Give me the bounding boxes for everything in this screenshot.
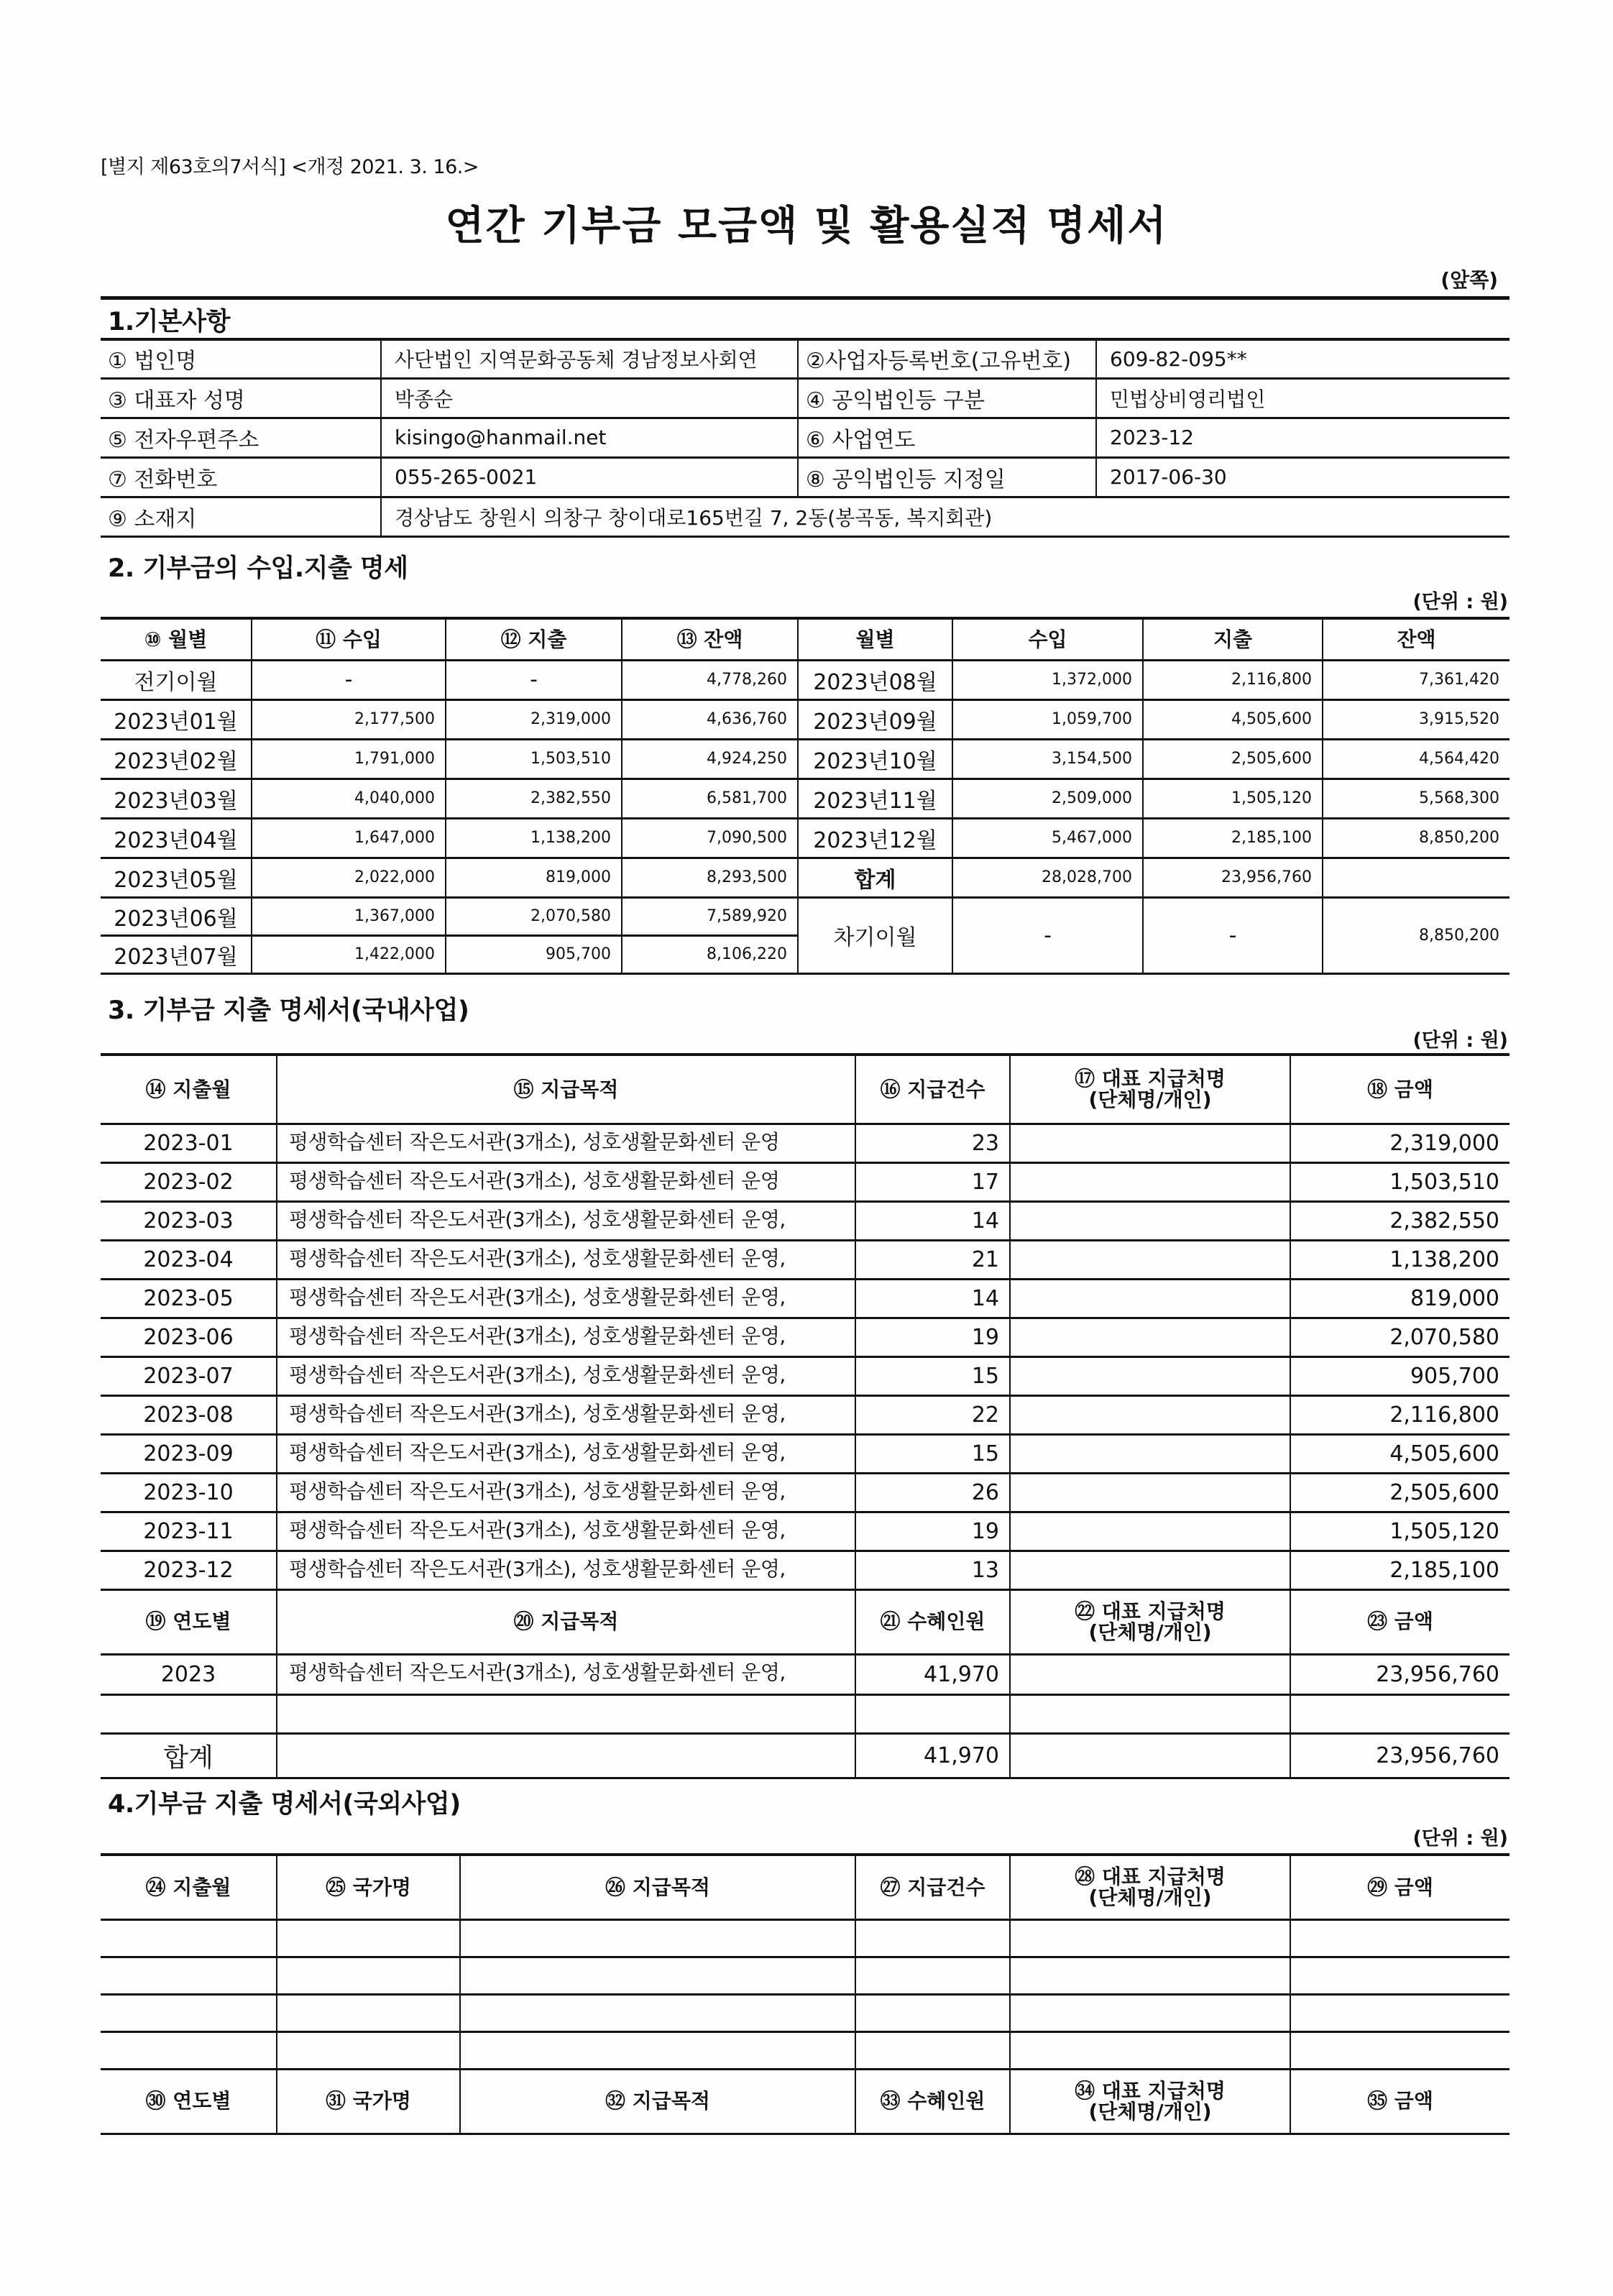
col-payee-line2: (단체명/개인) — [1088, 2100, 1212, 2123]
cell-income: 5,467,000 — [952, 818, 1143, 858]
cell-purpose: 평생학습센터 작은도서관(3개소), 성호생활문화센터 운영, — [277, 1318, 855, 1356]
section-overseas-title: 4.기부금 지출 명세서(국외사업) — [108, 1790, 461, 1819]
cell-payee — [1010, 1551, 1290, 1589]
cell-balance: 4,778,260 — [622, 660, 798, 699]
form-number: [별지 제63호의7서식] <개정 2021. 3. 16.> — [101, 156, 479, 178]
cell-amount: 1,505,120 — [1290, 1512, 1509, 1551]
col-purpose: ㉖ 지급목적 — [460, 1855, 855, 1919]
col-country: ㉛ 국가명 — [277, 2069, 460, 2134]
col-year: ㉚ 연도별 — [101, 2069, 277, 2134]
cell-month: 2023-07 — [101, 1356, 277, 1395]
col-payee-line1: ㉘ 대표 지급처명 — [1075, 1864, 1226, 1888]
cell-month: 2023년04월 — [101, 818, 252, 858]
col-amount: ㉙ 금액 — [1290, 1855, 1509, 1919]
cell-amount — [1290, 1694, 1509, 1733]
cell-empty — [1290, 2031, 1509, 2069]
table-row — [101, 1919, 1509, 1957]
cell-empty — [1290, 1919, 1509, 1957]
table-row — [101, 699, 1509, 739]
cell-purpose: 평생학습센터 작은도서관(3개소), 성호생활문화센터 운영 — [277, 1124, 855, 1162]
col-year: ⑲ 연도별 — [101, 1589, 277, 1654]
cell-balance: 4,636,760 — [622, 699, 798, 739]
cell-month: 2023-01 — [101, 1124, 277, 1162]
cell-payee — [1010, 1512, 1290, 1551]
cell-month: 2023-12 — [101, 1551, 277, 1589]
cell-total-label: 합계 — [101, 1733, 277, 1778]
table-row — [101, 378, 1509, 418]
cell-month: 전기이월 — [101, 660, 252, 699]
cell-count: 21 — [855, 1240, 1010, 1279]
label-biz-reg-no: ②사업자등록번호(고유번호) — [798, 339, 1096, 378]
cell-empty — [1290, 1957, 1509, 1994]
table-row — [101, 1318, 1509, 1356]
cell-expense: 2,319,000 — [446, 699, 622, 739]
cell-month: 2023년11월 — [798, 779, 952, 818]
cell-month: 2023년03월 — [101, 779, 252, 818]
col-payee — [1010, 1855, 1290, 1919]
label-designation-date: ⑧ 공익법인등 지정일 — [798, 457, 1096, 497]
cell-payee — [1010, 1654, 1290, 1694]
cell-empty — [460, 1919, 855, 1957]
divider — [101, 296, 1509, 300]
label-email: ⑤ 전자우편주소 — [101, 418, 381, 457]
cell-total-balance — [1323, 858, 1509, 897]
cell-income: 1,422,000 — [252, 935, 446, 973]
cell-month: 2023-10 — [101, 1473, 277, 1512]
cell-amount: 2,185,100 — [1290, 1551, 1509, 1589]
col-income-2: 수입 — [952, 618, 1143, 660]
cell-amount: 2,070,580 — [1290, 1318, 1509, 1356]
value-biz-reg-no: 609-82-095** — [1096, 339, 1509, 378]
table-row — [101, 1654, 1509, 1694]
cell-count: 23 — [855, 1124, 1010, 1162]
cell-empty — [1290, 1994, 1509, 2031]
table-header-row — [101, 1589, 1509, 1654]
label-corp-type: ④ 공익법인등 구분 — [798, 378, 1096, 418]
value-corp-name: 사단법인 지역문화공동체 경남정보사회연 — [381, 339, 798, 378]
col-expense: ⑫ 지출 — [446, 618, 622, 660]
table-row — [101, 660, 1509, 699]
cell-count: 19 — [855, 1512, 1010, 1551]
cell-month: 2023년09월 — [798, 699, 952, 739]
table-row — [101, 1551, 1509, 1589]
col-yearly-amount: ㉓ 금액 — [1290, 1589, 1509, 1654]
cell-month: 2023년01월 — [101, 699, 252, 739]
table-row — [101, 1434, 1509, 1473]
cell-amount: 4,505,600 — [1290, 1434, 1509, 1473]
value-corp-type: 민법상비영리법인 — [1096, 378, 1509, 418]
cell-count: 17 — [855, 1162, 1010, 1201]
cell-empty — [277, 1919, 460, 1957]
cell-income: 3,154,500 — [952, 739, 1143, 779]
cell-payee — [1010, 1124, 1290, 1162]
cell-total-income: 28,028,700 — [952, 858, 1143, 897]
table-total-row — [101, 1733, 1509, 1778]
cell-balance: 4,924,250 — [622, 739, 798, 779]
cell-purpose: 평생학습센터 작은도서관(3개소), 성호생활문화센터 운영 — [277, 1162, 855, 1201]
cell-payee — [1010, 1240, 1290, 1279]
cell-beneficiaries — [855, 1694, 1010, 1733]
cell-payee — [1010, 1434, 1290, 1473]
cell-total-label: 합계 — [798, 858, 952, 897]
table-row — [101, 1279, 1509, 1318]
cell-carry-forward-label: 차기이월 — [798, 897, 952, 973]
cell-empty — [460, 2031, 855, 2069]
cell-expense: 2,185,100 — [1143, 818, 1323, 858]
cell-expense: 2,070,580 — [446, 897, 622, 935]
cell-count: 14 — [855, 1279, 1010, 1318]
label-address: ⑨ 소재지 — [101, 497, 381, 536]
cell-income: 1,791,000 — [252, 739, 446, 779]
cell-empty — [277, 1994, 460, 2031]
col-payee — [1010, 2069, 1290, 2134]
cell-balance: 5,568,300 — [1323, 779, 1509, 818]
cell-income: - — [252, 660, 446, 699]
table-row — [101, 1957, 1509, 1994]
value-designation-date: 2017-06-30 — [1096, 457, 1509, 497]
cell-income: 4,040,000 — [252, 779, 446, 818]
cell-income: 1,059,700 — [952, 699, 1143, 739]
col-month: ⑩ 월별 — [101, 618, 252, 660]
col-country: ㉕ 국가명 — [277, 1855, 460, 1919]
cell-expense: 2,116,800 — [1143, 660, 1323, 699]
cell-purpose: 평생학습센터 작은도서관(3개소), 성호생활문화센터 운영, — [277, 1551, 855, 1589]
cell-expense: 905,700 — [446, 935, 622, 973]
cell-beneficiaries: 41,970 — [855, 1654, 1010, 1694]
cell-empty — [460, 1994, 855, 2031]
cell-empty — [277, 1957, 460, 1994]
cell-empty — [1010, 1957, 1290, 1994]
cell-income: 2,509,000 — [952, 779, 1143, 818]
cell-purpose: 평생학습센터 작은도서관(3개소), 성호생활문화센터 운영, — [277, 1201, 855, 1240]
col-expense-month: ⑭ 지출월 — [101, 1055, 277, 1124]
cell-empty — [855, 1994, 1010, 2031]
col-payee-line2: (단체명/개인) — [1088, 1088, 1212, 1112]
cell-empty — [1010, 2031, 1290, 2069]
value-address: 경상남도 창원시 의창구 창이대로165번길 7, 2동(봉곡동, 복지회관) — [381, 497, 1509, 536]
cell-month: 2023년02월 — [101, 739, 252, 779]
cell-total-amount: 23,956,760 — [1290, 1733, 1509, 1778]
cell-payee — [1010, 1395, 1290, 1434]
cell-month: 2023년12월 — [798, 818, 952, 858]
col-amount: ㉟ 금액 — [1290, 2069, 1509, 2134]
cell-payee — [1010, 1694, 1290, 1733]
section-domestic-title: 3. 기부금 지출 명세서(국내사업) — [108, 996, 469, 1025]
cell-balance: 7,361,420 — [1323, 660, 1509, 699]
cell-count: 15 — [855, 1356, 1010, 1395]
cell-empty — [460, 1957, 855, 1994]
cell-empty — [1010, 1919, 1290, 1957]
cell-purpose: 평생학습센터 작은도서관(3개소), 성호생활문화센터 운영, — [277, 1395, 855, 1434]
cell-empty — [1010, 1994, 1290, 2031]
col-income: ⑪ 수입 — [252, 618, 446, 660]
cell-month: 2023년05월 — [101, 858, 252, 897]
col-beneficiaries: ㉑ 수혜인원 — [855, 1589, 1010, 1654]
cell-month: 2023-04 — [101, 1240, 277, 1279]
cell-empty — [855, 2031, 1010, 2069]
col-yearly-payee-line1: ㉒ 대표 지급처명 — [1075, 1599, 1226, 1623]
cell-month: 2023-05 — [101, 1279, 277, 1318]
income-expense-table — [101, 617, 1509, 975]
cell-year: 2023 — [101, 1654, 277, 1694]
label-fiscal-year: ⑥ 사업연도 — [798, 418, 1096, 457]
value-representative: 박종순 — [381, 378, 798, 418]
table-row — [101, 1694, 1509, 1733]
cell-amount: 819,000 — [1290, 1279, 1509, 1318]
page-side-label: (앞쪽) — [1440, 268, 1498, 292]
cell-month: 2023년08월 — [798, 660, 952, 699]
cell-purpose: 평생학습센터 작은도서관(3개소), 성호생활문화센터 운영, — [277, 1279, 855, 1318]
col-expense-2: 지출 — [1143, 618, 1323, 660]
cell-amount: 2,382,550 — [1290, 1201, 1509, 1240]
cell-income: 2,022,000 — [252, 858, 446, 897]
cell-balance: 3,915,520 — [1323, 699, 1509, 739]
table-row — [101, 1162, 1509, 1201]
table-row — [101, 1512, 1509, 1551]
cell-empty — [101, 1957, 277, 1994]
unit-label: (단위 : 원) — [1412, 1827, 1508, 1850]
col-payee-line1: ⑰ 대표 지급처명 — [1075, 1066, 1226, 1090]
cell-purpose: 평생학습센터 작은도서관(3개소), 성호생활문화센터 운영, — [277, 1240, 855, 1279]
table-header-row — [101, 618, 1509, 660]
cell-expense: 2,382,550 — [446, 779, 622, 818]
cell-expense: - — [446, 660, 622, 699]
section-basic-info-title: 1.기본사항 — [108, 308, 230, 336]
cell-purpose — [277, 1694, 855, 1733]
cell-month: 2023년06월 — [101, 897, 252, 935]
table-row — [101, 897, 1509, 935]
cell-empty — [101, 1919, 277, 1957]
label-corp-name: ① 법인명 — [101, 339, 381, 378]
cell-count: 19 — [855, 1318, 1010, 1356]
cell-amount: 2,319,000 — [1290, 1124, 1509, 1162]
cell-month: 2023년10월 — [798, 739, 952, 779]
col-count: ㉗ 지급건수 — [855, 1855, 1010, 1919]
table-row — [101, 1240, 1509, 1279]
cell-income: 1,647,000 — [252, 818, 446, 858]
domestic-expense-table — [101, 1053, 1509, 1779]
col-payee-line2: (단체명/개인) — [1088, 1886, 1212, 1910]
col-count: ⑯ 지급건수 — [855, 1055, 1010, 1124]
table-row — [101, 457, 1509, 497]
cell-balance: 6,581,700 — [622, 779, 798, 818]
cell-count: 14 — [855, 1201, 1010, 1240]
cell-total-purpose — [277, 1733, 855, 1778]
cell-balance: 8,106,220 — [622, 935, 798, 973]
cell-count: 13 — [855, 1551, 1010, 1589]
cell-payee — [1010, 1318, 1290, 1356]
cell-expense: 1,503,510 — [446, 739, 622, 779]
col-expense-month: ㉔ 지출월 — [101, 1855, 277, 1919]
label-phone: ⑦ 전화번호 — [101, 457, 381, 497]
table-row — [101, 1395, 1509, 1434]
cell-purpose: 평생학습센터 작은도서관(3개소), 성호생활문화센터 운영, — [277, 1473, 855, 1512]
col-amount: ⑱ 금액 — [1290, 1055, 1509, 1124]
cell-purpose: 평생학습센터 작은도서관(3개소), 성호생활문화센터 운영, — [277, 1434, 855, 1473]
table-header-row — [101, 1855, 1509, 1919]
cell-count: 22 — [855, 1395, 1010, 1434]
cell-empty — [855, 1957, 1010, 1994]
cell-payee — [1010, 1279, 1290, 1318]
table-header-row — [101, 1055, 1509, 1124]
cell-carry-forward-expense: - — [1143, 897, 1323, 973]
cell-carry-forward-income: - — [952, 897, 1143, 973]
unit-label: (단위 : 원) — [1412, 1029, 1508, 1052]
cell-purpose: 평생학습센터 작은도서관(3개소), 성호생활문화센터 운영, — [277, 1356, 855, 1395]
cell-payee — [1010, 1473, 1290, 1512]
col-balance: ⑬ 잔액 — [622, 618, 798, 660]
col-purpose: ⑮ 지급목적 — [277, 1055, 855, 1124]
cell-amount: 905,700 — [1290, 1356, 1509, 1395]
table-header-row — [101, 2069, 1509, 2134]
cell-amount: 23,956,760 — [1290, 1654, 1509, 1694]
cell-carry-forward-balance: 8,850,200 — [1323, 897, 1509, 973]
table-row — [101, 497, 1509, 536]
value-email: kisingo@hanmail.net — [381, 418, 798, 457]
col-payee — [1010, 1055, 1290, 1124]
cell-payee — [1010, 1162, 1290, 1201]
cell-total-expense: 23,956,760 — [1143, 858, 1323, 897]
col-payee-line1: ㉞ 대표 지급처명 — [1075, 2078, 1226, 2103]
cell-amount: 2,505,600 — [1290, 1473, 1509, 1512]
col-beneficiaries: ㉝ 수혜인원 — [855, 2069, 1010, 2134]
cell-month: 2023-03 — [101, 1201, 277, 1240]
table-row — [101, 339, 1509, 378]
table-row — [101, 1201, 1509, 1240]
cell-empty — [855, 1919, 1010, 1957]
cell-balance: 8,293,500 — [622, 858, 798, 897]
cell-year — [101, 1694, 277, 1733]
col-balance-2: 잔액 — [1323, 618, 1509, 660]
cell-total-payee — [1010, 1733, 1290, 1778]
cell-month: 2023-09 — [101, 1434, 277, 1473]
cell-empty — [101, 1994, 277, 2031]
cell-income: 1,367,000 — [252, 897, 446, 935]
basic-info-table — [101, 338, 1509, 538]
cell-expense: 819,000 — [446, 858, 622, 897]
cell-count: 26 — [855, 1473, 1010, 1512]
cell-month: 2023-11 — [101, 1512, 277, 1551]
table-row — [101, 1994, 1509, 2031]
table-row — [101, 779, 1509, 818]
table-row — [101, 818, 1509, 858]
section-income-expense-title: 2. 기부금의 수입.지출 명세 — [108, 554, 408, 583]
table-row — [101, 1473, 1509, 1512]
cell-month: 2023년07월 — [101, 935, 252, 973]
value-fiscal-year: 2023-12 — [1096, 418, 1509, 457]
overseas-expense-table — [101, 1853, 1509, 2135]
cell-empty — [277, 2031, 460, 2069]
col-yearly-payee-line2: (단체명/개인) — [1088, 1620, 1212, 1644]
table-row — [101, 2031, 1509, 2069]
col-yearly-purpose: ⑳ 지급목적 — [277, 1589, 855, 1654]
label-representative: ③ 대표자 성명 — [101, 378, 381, 418]
col-month-2: 월별 — [798, 618, 952, 660]
value-phone: 055-265-0021 — [381, 457, 798, 497]
cell-income: 2,177,500 — [252, 699, 446, 739]
cell-amount: 1,138,200 — [1290, 1240, 1509, 1279]
cell-month: 2023-02 — [101, 1162, 277, 1201]
cell-balance: 7,090,500 — [622, 818, 798, 858]
cell-balance: 8,850,200 — [1323, 818, 1509, 858]
table-row — [101, 1124, 1509, 1162]
cell-expense: 1,505,120 — [1143, 779, 1323, 818]
cell-amount: 2,116,800 — [1290, 1395, 1509, 1434]
cell-count: 15 — [855, 1434, 1010, 1473]
cell-amount: 1,503,510 — [1290, 1162, 1509, 1201]
cell-balance: 4,564,420 — [1323, 739, 1509, 779]
unit-label: (단위 : 원) — [1412, 591, 1508, 613]
cell-payee — [1010, 1201, 1290, 1240]
cell-balance: 7,589,920 — [622, 897, 798, 935]
col-yearly-payee — [1010, 1589, 1290, 1654]
cell-month: 2023-08 — [101, 1395, 277, 1434]
table-row — [101, 858, 1509, 897]
cell-total-beneficiaries: 41,970 — [855, 1733, 1010, 1778]
cell-expense: 2,505,600 — [1143, 739, 1323, 779]
cell-purpose: 평생학습센터 작은도서관(3개소), 성호생활문화센터 운영, — [277, 1512, 855, 1551]
cell-payee — [1010, 1356, 1290, 1395]
cell-income: 1,372,000 — [952, 660, 1143, 699]
cell-empty — [101, 2031, 277, 2069]
table-row — [101, 739, 1509, 779]
cell-expense: 1,138,200 — [446, 818, 622, 858]
table-row — [101, 418, 1509, 457]
col-purpose: ㉜ 지급목적 — [460, 2069, 855, 2134]
table-row — [101, 1356, 1509, 1395]
cell-purpose: 평생학습센터 작은도서관(3개소), 성호생활문화센터 운영, — [277, 1654, 855, 1694]
cell-expense: 4,505,600 — [1143, 699, 1323, 739]
page-title: 연간 기부금 모금액 및 활용실적 명세서 — [445, 203, 1168, 249]
cell-month: 2023-06 — [101, 1318, 277, 1356]
